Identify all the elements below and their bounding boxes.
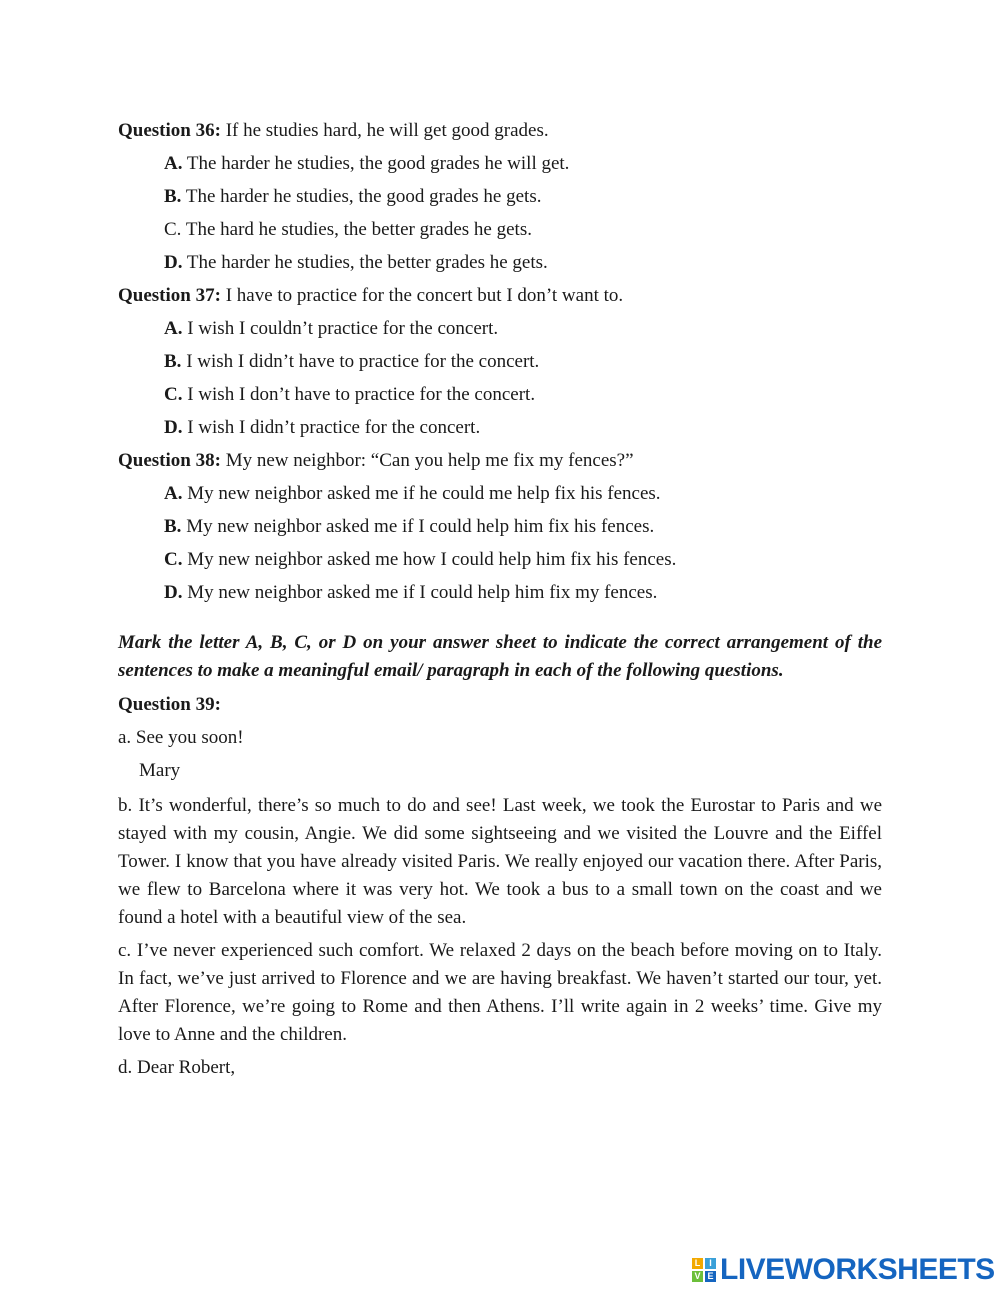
option-a[interactable] [118, 477, 882, 510]
option-d[interactable] [118, 246, 882, 279]
option-text: The harder he studies, the good grades he gets. [185, 186, 542, 207]
logo-mark-icon [692, 1258, 716, 1282]
option-b[interactable] [118, 345, 882, 378]
question-37-header [118, 279, 882, 312]
logo-mark-letter: L [692, 1258, 703, 1269]
option-text: My new neighbor asked me if I could help him fix my fences. [187, 582, 658, 603]
option-letter: C. [164, 384, 183, 405]
option-letter: D. [164, 252, 183, 273]
option-letter: D. [164, 582, 183, 603]
logo-text: LIVEWORKSHEETS [720, 1253, 995, 1286]
question-label: Question 38: [118, 450, 221, 471]
signature: Mary [139, 760, 181, 781]
question-36-header [118, 114, 882, 147]
question-38 [118, 444, 882, 609]
option-text: I wish I didn’t have to practice for the concert. [186, 351, 540, 372]
sentence-a: a. See you soon! [118, 727, 244, 748]
question-36 [118, 114, 882, 279]
option-letter: D. [164, 417, 183, 438]
option-text: I wish I didn’t practice for the concert. [187, 417, 481, 438]
option-a[interactable] [118, 312, 882, 345]
option-letter: A. [164, 318, 183, 339]
sentence-c: c. I’ve never experienced such comfort. We relaxed 2 days on the beach before moving on to Italy. In fact, we’ve just arrived to Florence and we are having breakfast. We haven’t started our tour, yet. After Florence, we’re going to Rome and then Athens. I’ll write again in 2 weeks’ time. Give my love to Anne and the children. [118, 940, 882, 1045]
option-b[interactable] [118, 510, 882, 543]
question-prompt: My new neighbor: “Can you help me fix my fences?” [225, 450, 634, 471]
option-text: I wish I don’t have to practice for the concert. [187, 384, 536, 405]
option-text: My new neighbor asked me if I could help him fix his fences. [186, 516, 655, 537]
option-letter: C. [164, 549, 183, 570]
question-39-header [118, 688, 882, 721]
question-label: Question 36: [118, 120, 221, 141]
option-b[interactable] [118, 180, 882, 213]
section-instruction: Mark the letter A, B, C, or D on your answer sheet to indicate the correct arrangement of the sentences to make a meaningful email/ paragraph in each of the following questions. [118, 632, 882, 681]
question-39 [118, 688, 882, 1082]
option-text: The harder he studies, the better grades he gets. [186, 252, 548, 273]
option-text: The harder he studies, the good grades he will get. [186, 153, 570, 174]
option-text: I wish I couldn’t practice for the concert. [187, 318, 499, 339]
liveworksheets-logo [692, 1254, 995, 1286]
option-letter: A. [164, 153, 183, 174]
question-37 [118, 279, 882, 444]
question-label: Question 39: [118, 694, 221, 715]
option-text: My new neighbor asked me if he could me help fix his fences. [187, 483, 661, 504]
option-c[interactable] [118, 543, 882, 576]
question-38-header [118, 444, 882, 477]
question-prompt: I have to practice for the concert but I don’t want to. [225, 285, 624, 306]
option-c[interactable] [118, 213, 882, 246]
option-letter: C. [164, 219, 182, 240]
logo-mark-letter: V [692, 1271, 703, 1282]
option-d[interactable] [118, 411, 882, 444]
question-label: Question 37: [118, 285, 221, 306]
question-prompt: If he studies hard, he will get good grades. [225, 120, 549, 141]
logo-mark-letter: E [705, 1271, 716, 1282]
option-letter: A. [164, 483, 183, 504]
option-c[interactable] [118, 378, 882, 411]
option-letter: B. [164, 351, 182, 372]
sentence-b: b. It’s wonderful, there’s so much to do and see! Last week, we took the Eurostar to Paris and we stayed with my cousin, Angie. We did some sightseeing and we visited the Louvre and the Eiffel Tower. I know that you have already visited Paris. We really enjoyed our vacation there. After Paris, we flew to Barcelona where it was very hot. We took a bus to a small town on the coast and we found a hotel with a beautiful view of the sea. [118, 795, 882, 928]
option-text: The hard he studies, the better grades he gets. [185, 219, 532, 240]
sentence-d: d. Dear Robert, [118, 1057, 236, 1078]
option-d[interactable] [118, 576, 882, 609]
option-letter: B. [164, 516, 182, 537]
worksheet-page [118, 114, 882, 1082]
option-letter: B. [164, 186, 182, 207]
option-a[interactable] [118, 147, 882, 180]
logo-mark-letter: I [705, 1258, 716, 1269]
option-text: My new neighbor asked me how I could help him fix his fences. [187, 549, 677, 570]
